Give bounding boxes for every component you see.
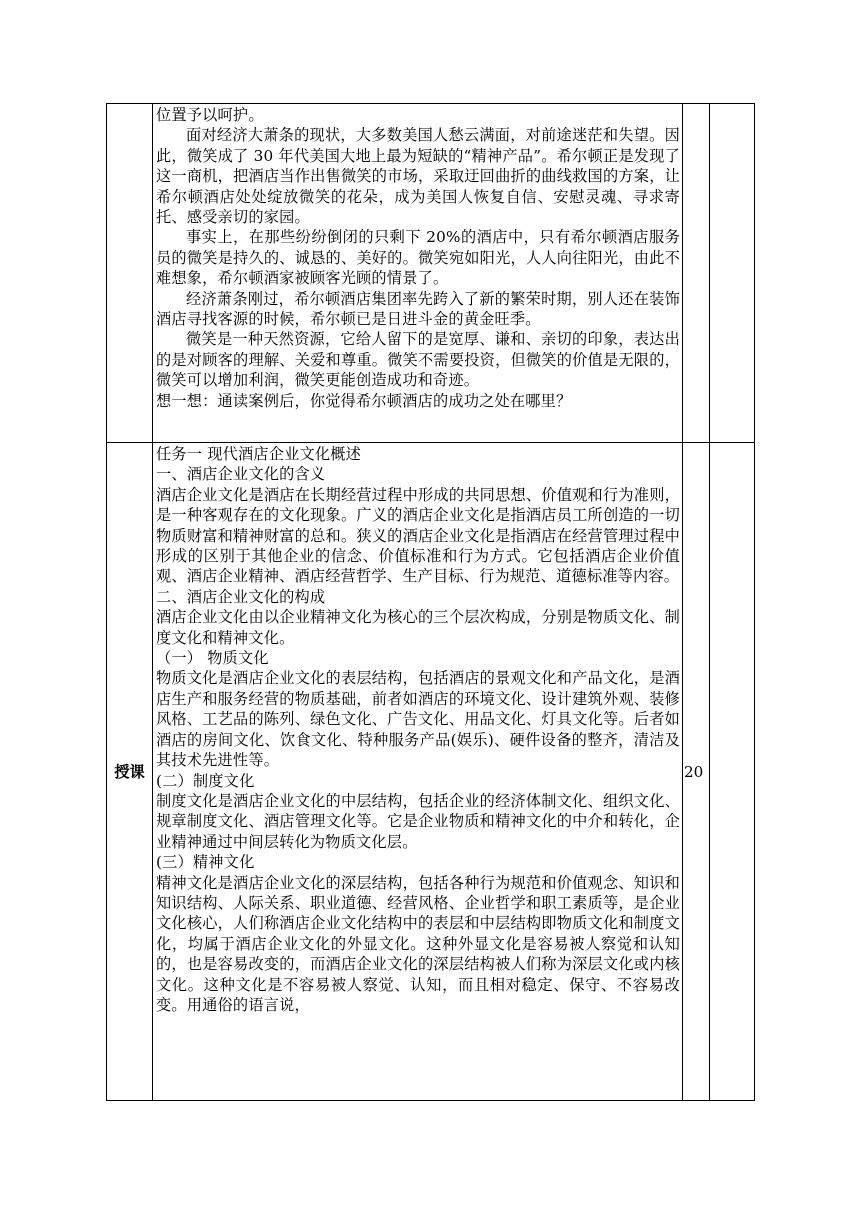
reflection-question: 想一想：通读案例后，你觉得希尔顿酒店的成功之处在哪里？: [156, 391, 572, 410]
subheading: (二）制度文化: [156, 771, 255, 790]
notes-cell-empty: [710, 443, 755, 1101]
row-label-empty: [107, 104, 153, 443]
case-study-content: [153, 104, 683, 443]
case-study-row: [107, 104, 755, 443]
paragraph: 位置予以呵护。: [156, 106, 264, 124]
paragraph: 事实上，在那些纷纷倒闭的只剩下 20%的酒店中，只有希尔顿酒店服务员的微笑是持久的、诚恳的、美好的。微笑宛如阳光，人人向往阳光，由此不难想象，希尔顿酒家被顾客光顾的情景了。: [156, 228, 680, 288]
time-minutes: 20: [683, 443, 710, 1101]
subheading: （一） 物质文化: [156, 649, 269, 668]
task-title: 任务一 现代酒店企业文化概述: [156, 445, 362, 463]
subheading: (三）精神文化: [156, 853, 255, 872]
paragraph: 经济萧条刚过，希尔顿酒店集团率先跨入了新的繁荣时期，别人还在装饰酒店寻找客源的时候，希尔顿已是日进斗金的黄金旺季。: [156, 289, 680, 329]
time-cell-empty: [683, 104, 710, 443]
notes-cell-empty: [710, 104, 755, 443]
paragraph: 面对经济大萧条的现状，大多数美国人愁云满面，对前途迷茫和失望。因此，微笑成了 30 年代美国大地上最为短缺的“精神产品”。希尔顿正是发现了这一商机，把酒店当作出售微笑的市场，采取迂回曲折的曲线救国的方案，让希尔顿酒店处处绽放微笑的花朵，成为美国人恢复自信、安慰灵魂、寻求寄托、感受亲切的家园。: [156, 126, 680, 227]
row-label-lecture: 授课: [107, 443, 153, 1101]
paragraph: 物质文化是酒店企业文化的表层结构，包括酒店的景观文化和产品文化，是酒店生产和服务经营的物质基础，前者如酒店的环境文化、设计建筑外观、装修风格、工艺品的陈列、绿色文化、广告文化、用品文化、灯具文化等。后者如酒店的房间文化、饮食文化、特种服务产品(娱乐)、硬件设备的整齐，清洁及其技术先进性等。: [156, 669, 680, 770]
paragraph: 酒店企业文化由以企业精神文化为核心的三个层次构成，分别是物质文化、制度文化和精神文化。: [156, 608, 680, 647]
heading: 一、酒店企业文化的含义: [156, 465, 326, 484]
lecture-row: [107, 443, 755, 1101]
paragraph: 制度文化是酒店企业文化的中层结构，包括企业的经济体制文化、组织文化、规章制度文化、酒店管理文化等。它是企业物质和精神文化的中介和转化，企业精神通过中间层转化为物质文化层。: [156, 791, 680, 851]
paragraph: 酒店企业文化是酒店在长期经营过程中形成的共同思想、价值观和行为准则，是一种客观存在的文化现象。广义的酒店企业文化是指酒店员工所创造的一切物质财富和精神财富的总和。狭义的酒店企业文化是指酒店在经营管理过程中形成的区别于其他企业的信念、价值标准和行为方式。它包括酒店企业价值观、酒店企业精神、酒店经营哲学、生产目标、行为规范、道德标准等内容。: [156, 485, 680, 586]
lesson-plan-table: [106, 103, 755, 1101]
heading: 二、酒店企业文化的构成: [156, 587, 326, 606]
paragraph: 微笑是一种天然资源，它给人留下的是宽厚、谦和、亲切的印象，表达出的是对顾客的理解、关爱和尊重。微笑不需要投资，但微笑的价值是无限的，微笑可以增加利润，微笑更能创造成功和奇迹。: [156, 330, 680, 390]
lecture-content: [153, 443, 683, 1101]
paragraph: 精神文化是酒店企业文化的深层结构，包括各种行为规范和价值观念、知识和知识结构、人际关系、职业道德、经营风格、企业哲学和职工素质等，是企业文化核心，人们称酒店企业文化结构中的表层和中层结构即物质文化和制度文化，均属于酒店企业文化的外显文化。这种外显文化是容易被人察觉和认知的，也是容易改变的，而酒店企业文化的深层结构被人们称为深层文化或内核文化。这种文化是不容易被人察觉、认知，而且相对稳定、保守、不容易改变。用通俗的语言说，: [156, 873, 680, 1014]
